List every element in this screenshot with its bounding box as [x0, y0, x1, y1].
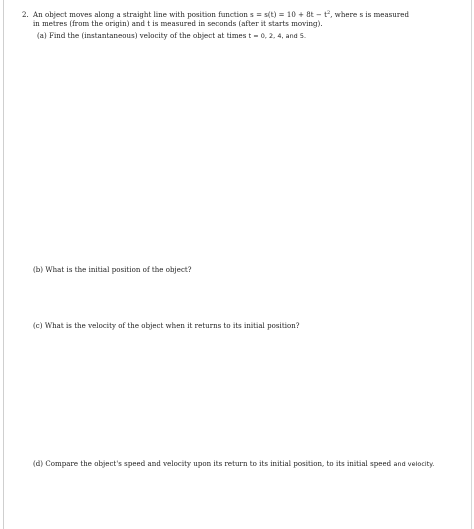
- part-a-text: Find the (instantaneous) velocity of the object at times: [49, 32, 247, 40]
- part-d-text: Compare the object's speed and velocity upon its return to its initial position, to its initial speed: [45, 460, 392, 468]
- question-intro-tail: , where s is measured: [330, 11, 409, 19]
- part-d-label: (d): [33, 460, 44, 468]
- part-a-label: (a): [37, 32, 47, 40]
- part-a-times: t = 0, 2, 4, and 5.: [248, 32, 307, 40]
- page-left-border: [3, 0, 4, 529]
- page-right-border: [471, 0, 472, 529]
- part-b-label: (b): [33, 266, 44, 274]
- part-c-label: (c): [33, 322, 43, 330]
- part-b-text: What is the initial position of the object?: [45, 266, 192, 274]
- part-a-prompt: [37, 32, 306, 41]
- exponent: 2: [327, 10, 331, 16]
- question-number: 2.: [22, 11, 29, 19]
- question-intro-line-1: [33, 11, 409, 20]
- part-b-prompt: [33, 266, 192, 275]
- part-c-prompt: [33, 322, 300, 331]
- part-d-tail: and velocity.: [393, 460, 435, 468]
- question-intro-text: An object moves along a straight line with position function s = s(t) = 10 + 8t − t: [33, 11, 327, 19]
- part-d-prompt: [33, 460, 434, 469]
- question-intro-line-2: in metres (from the origin) and t is measured in seconds (after it starts moving).: [33, 20, 323, 28]
- part-c-text: What is the velocity of the object when it returns to its initial position?: [44, 322, 300, 330]
